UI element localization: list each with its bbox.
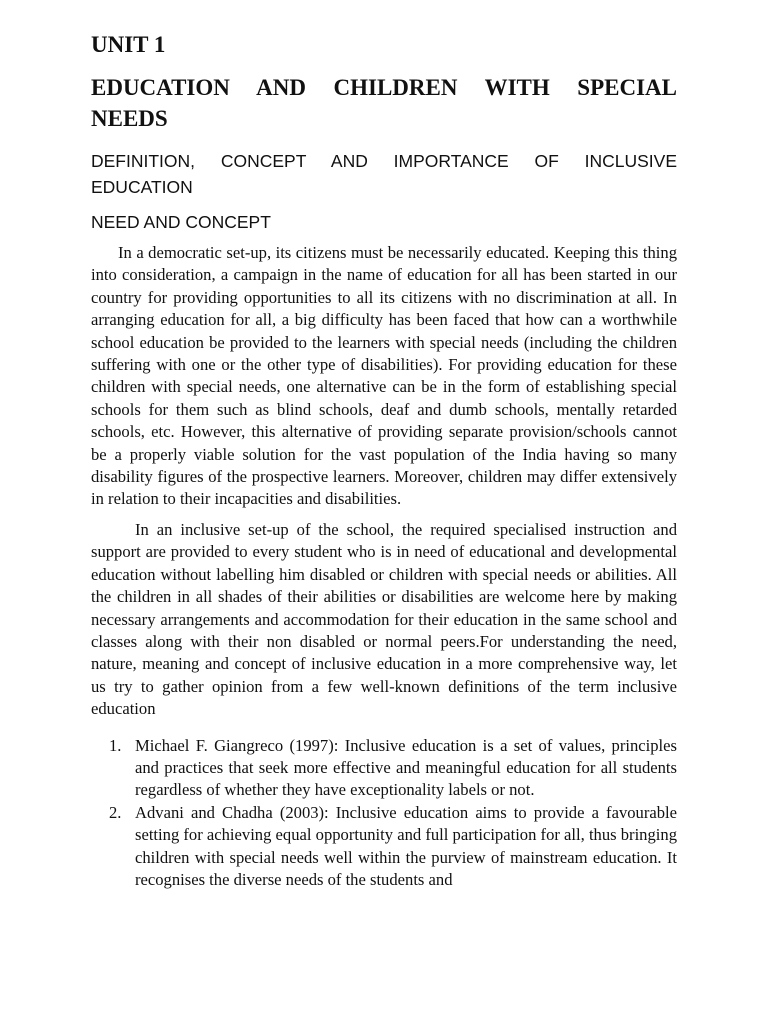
body-paragraph-1: In a democratic set-up, its citizens must be necessarily educated. Keeping this thing into consideration, a campaign in the name of education for all has been started in our country for providing opportunities to all its citizens with no discrimination at all. In arranging education for all, a big difficulty has been faced that how can a worthwhile school education be provided to the learners with special needs (including the children suffering with one or the other type of disabilities). For providing education for these children with special needs, one alternative can be in the form of establishing special schools for them such as blind schools, deaf and dumb schools, mentally retarded schools, etc. However, this alternative of providing separate provision/schools cannot be a properly viable solution for the vast population of the India having so many disability figures of the prospective learners. Moreover, children may differ extensively in relation to their incapacities and disabilities. — [91, 243, 677, 509]
definition-text: Michael F. Giangreco (1997): Inclusive education is a set of values, principles and practices that seek more effective and meaningful education for all students regardless of whether they have exceptionality labels or not. — [135, 735, 677, 800]
definition-text: Advani and Chadha (2003): Inclusive education aims to provide a favourable setting for achieving equal opportunity and full participation for all, thus bringing children with special needs well within the purview of mainstream education. It recognises the diverse needs of the students and — [135, 802, 677, 889]
chapter-title-line-2: NEEDS — [91, 106, 168, 131]
definition-item-1 — [91, 735, 677, 802]
definitions-list — [91, 735, 677, 892]
subsection-heading: NEED AND CONCEPT — [91, 212, 271, 232]
section-heading-line-1: DEFINITION, CONCEPT AND IMPORTANCE OF INCLUSIVE — [91, 151, 677, 171]
section-heading — [91, 148, 677, 200]
unit-heading: UNIT 1 — [91, 32, 166, 57]
body-paragraph-2: In an inclusive set-up of the school, the required specialised instruction and support are provided to every student who is in need of educational and developmental education without labelling him disabled or children with special needs or abilities. All the children in all shades of their abilities or disabilities are welcome here by making necessary arrangements and accommodation for their education in the same school and classes along with their non disabled or normal peers.For understanding the need, nature, meaning and concept of inclusive education in a more comprehensive way, let us try to gather opinion from a few well-known definitions of the term inclusive education — [91, 519, 677, 719]
definition-number: 2. — [109, 802, 122, 822]
chapter-title-line-1: EDUCATION AND CHILDREN WITH SPECIAL — [91, 75, 677, 100]
chapter-title — [91, 72, 677, 134]
definition-item-2 — [91, 802, 677, 892]
definition-number: 1. — [109, 735, 122, 755]
section-heading-line-2: EDUCATION — [91, 177, 193, 197]
